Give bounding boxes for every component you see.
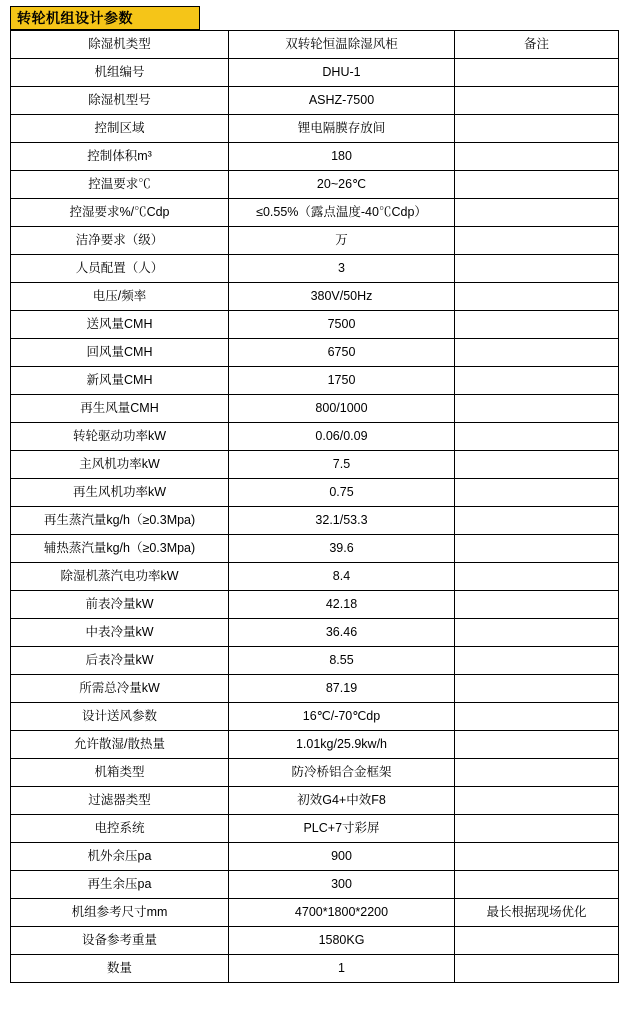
table-row	[11, 171, 619, 199]
table-row	[11, 227, 619, 255]
row-value: ≤0.55%（露点温度-40℃Cdp）	[229, 199, 455, 227]
page-title: 转轮机组设计参数	[17, 10, 133, 26]
table-row	[11, 759, 619, 787]
row-value: 万	[229, 227, 455, 255]
row-value: 0.06/0.09	[229, 423, 455, 451]
table-row	[11, 255, 619, 283]
row-note	[455, 199, 619, 227]
row-note	[455, 395, 619, 423]
table-row	[11, 339, 619, 367]
row-label: 再生风机功率kW	[11, 479, 229, 507]
row-label: 再生蒸汽量kg/h（≥0.3Mpa)	[11, 507, 229, 535]
table-row	[11, 563, 619, 591]
header-cell-note: 备注	[455, 31, 619, 59]
row-value: 16℃/-70℃dp	[229, 703, 455, 731]
table-row	[11, 815, 619, 843]
row-label: 主风机功率kW	[11, 451, 229, 479]
row-value: 1	[229, 955, 455, 983]
row-note	[455, 115, 619, 143]
row-note	[455, 367, 619, 395]
table-row	[11, 507, 619, 535]
table-row	[11, 871, 619, 899]
table-row	[11, 283, 619, 311]
row-note	[455, 143, 619, 171]
row-note	[455, 87, 619, 115]
row-note	[455, 311, 619, 339]
table-row	[11, 619, 619, 647]
row-value: 1.01kg/25.9kw/h	[229, 731, 455, 759]
table-row	[11, 143, 619, 171]
row-note	[455, 871, 619, 899]
table-row	[11, 423, 619, 451]
table-row	[11, 843, 619, 871]
table-row	[11, 199, 619, 227]
row-value: 6750	[229, 339, 455, 367]
row-label: 机组参考尺寸mm	[11, 899, 229, 927]
row-note	[455, 815, 619, 843]
row-label: 控温要求℃	[11, 171, 229, 199]
row-value: 180	[229, 143, 455, 171]
row-label: 再生余压pa	[11, 871, 229, 899]
row-value: 39.6	[229, 535, 455, 563]
row-label: 转轮驱动功率kW	[11, 423, 229, 451]
row-note	[455, 619, 619, 647]
row-label: 允许散湿/散热量	[11, 731, 229, 759]
row-value: 380V/50Hz	[229, 283, 455, 311]
table-row	[11, 311, 619, 339]
table-row	[11, 591, 619, 619]
row-label: 洁净要求（级）	[11, 227, 229, 255]
row-note	[455, 675, 619, 703]
row-note	[455, 703, 619, 731]
table-row	[11, 955, 619, 983]
row-note	[455, 227, 619, 255]
row-note	[455, 563, 619, 591]
row-note	[455, 787, 619, 815]
row-label: 控制体积m³	[11, 143, 229, 171]
row-value: 初效G4+中效F8	[229, 787, 455, 815]
table-row	[11, 59, 619, 87]
table-row	[11, 395, 619, 423]
row-value: 1580KG	[229, 927, 455, 955]
row-note	[455, 927, 619, 955]
row-value: 锂电隔膜存放间	[229, 115, 455, 143]
row-note	[455, 283, 619, 311]
row-note	[455, 423, 619, 451]
table-row	[11, 479, 619, 507]
row-value: 87.19	[229, 675, 455, 703]
row-label: 除湿机蒸汽电功率kW	[11, 563, 229, 591]
row-value: 36.46	[229, 619, 455, 647]
row-label: 设备参考重量	[11, 927, 229, 955]
row-value: DHU-1	[229, 59, 455, 87]
row-note	[455, 451, 619, 479]
row-note	[455, 255, 619, 283]
row-value: 8.4	[229, 563, 455, 591]
row-label: 控湿要求%/℃Cdp	[11, 199, 229, 227]
row-note: 最长根据现场优化	[455, 899, 619, 927]
row-value: 3	[229, 255, 455, 283]
row-label: 再生风量CMH	[11, 395, 229, 423]
row-value: 4700*1800*2200	[229, 899, 455, 927]
row-label: 人员配置（人）	[11, 255, 229, 283]
row-note	[455, 171, 619, 199]
row-note	[455, 535, 619, 563]
table-row	[11, 87, 619, 115]
table-row	[11, 451, 619, 479]
row-note	[455, 339, 619, 367]
row-note	[455, 955, 619, 983]
row-note	[455, 507, 619, 535]
table-row	[11, 787, 619, 815]
row-value: 0.75	[229, 479, 455, 507]
row-value: 800/1000	[229, 395, 455, 423]
table-body	[11, 31, 619, 983]
row-label: 机外余压pa	[11, 843, 229, 871]
row-value: 1750	[229, 367, 455, 395]
row-note	[455, 759, 619, 787]
row-label: 送风量CMH	[11, 311, 229, 339]
row-label: 电控系统	[11, 815, 229, 843]
row-value: 防冷桥铝合金框架	[229, 759, 455, 787]
row-note	[455, 731, 619, 759]
document-title-bar	[10, 6, 200, 30]
table-row	[11, 675, 619, 703]
table-header-row	[11, 31, 619, 59]
row-label: 后表冷量kW	[11, 647, 229, 675]
row-label: 数量	[11, 955, 229, 983]
row-label: 过滤器类型	[11, 787, 229, 815]
row-label: 新风量CMH	[11, 367, 229, 395]
row-label: 电压/频率	[11, 283, 229, 311]
row-note	[455, 843, 619, 871]
row-value: ASHZ-7500	[229, 87, 455, 115]
row-label: 回风量CMH	[11, 339, 229, 367]
table-row	[11, 647, 619, 675]
row-note	[455, 647, 619, 675]
header-cell-label: 除湿机类型	[11, 31, 229, 59]
table-row	[11, 703, 619, 731]
row-value: 300	[229, 871, 455, 899]
table-row	[11, 731, 619, 759]
row-value: 8.55	[229, 647, 455, 675]
header-cell-value: 双转轮恒温除湿风柜	[229, 31, 455, 59]
parameters-table	[10, 30, 619, 983]
table-row	[11, 927, 619, 955]
row-label: 设计送风参数	[11, 703, 229, 731]
row-value: 7500	[229, 311, 455, 339]
row-value: PLC+7寸彩屏	[229, 815, 455, 843]
row-value: 900	[229, 843, 455, 871]
row-label: 辅热蒸汽量kg/h（≥0.3Mpa)	[11, 535, 229, 563]
row-label: 机箱类型	[11, 759, 229, 787]
row-note	[455, 479, 619, 507]
row-note	[455, 591, 619, 619]
row-label: 所需总冷量kW	[11, 675, 229, 703]
row-label: 中表冷量kW	[11, 619, 229, 647]
table-row	[11, 115, 619, 143]
row-value: 42.18	[229, 591, 455, 619]
row-value: 20~26℃	[229, 171, 455, 199]
table-row	[11, 899, 619, 927]
table-row	[11, 367, 619, 395]
row-note	[455, 59, 619, 87]
row-label: 前表冷量kW	[11, 591, 229, 619]
table-row	[11, 535, 619, 563]
row-value: 7.5	[229, 451, 455, 479]
row-label: 控制区域	[11, 115, 229, 143]
row-label: 除湿机型号	[11, 87, 229, 115]
row-label: 机组编号	[11, 59, 229, 87]
row-value: 32.1/53.3	[229, 507, 455, 535]
